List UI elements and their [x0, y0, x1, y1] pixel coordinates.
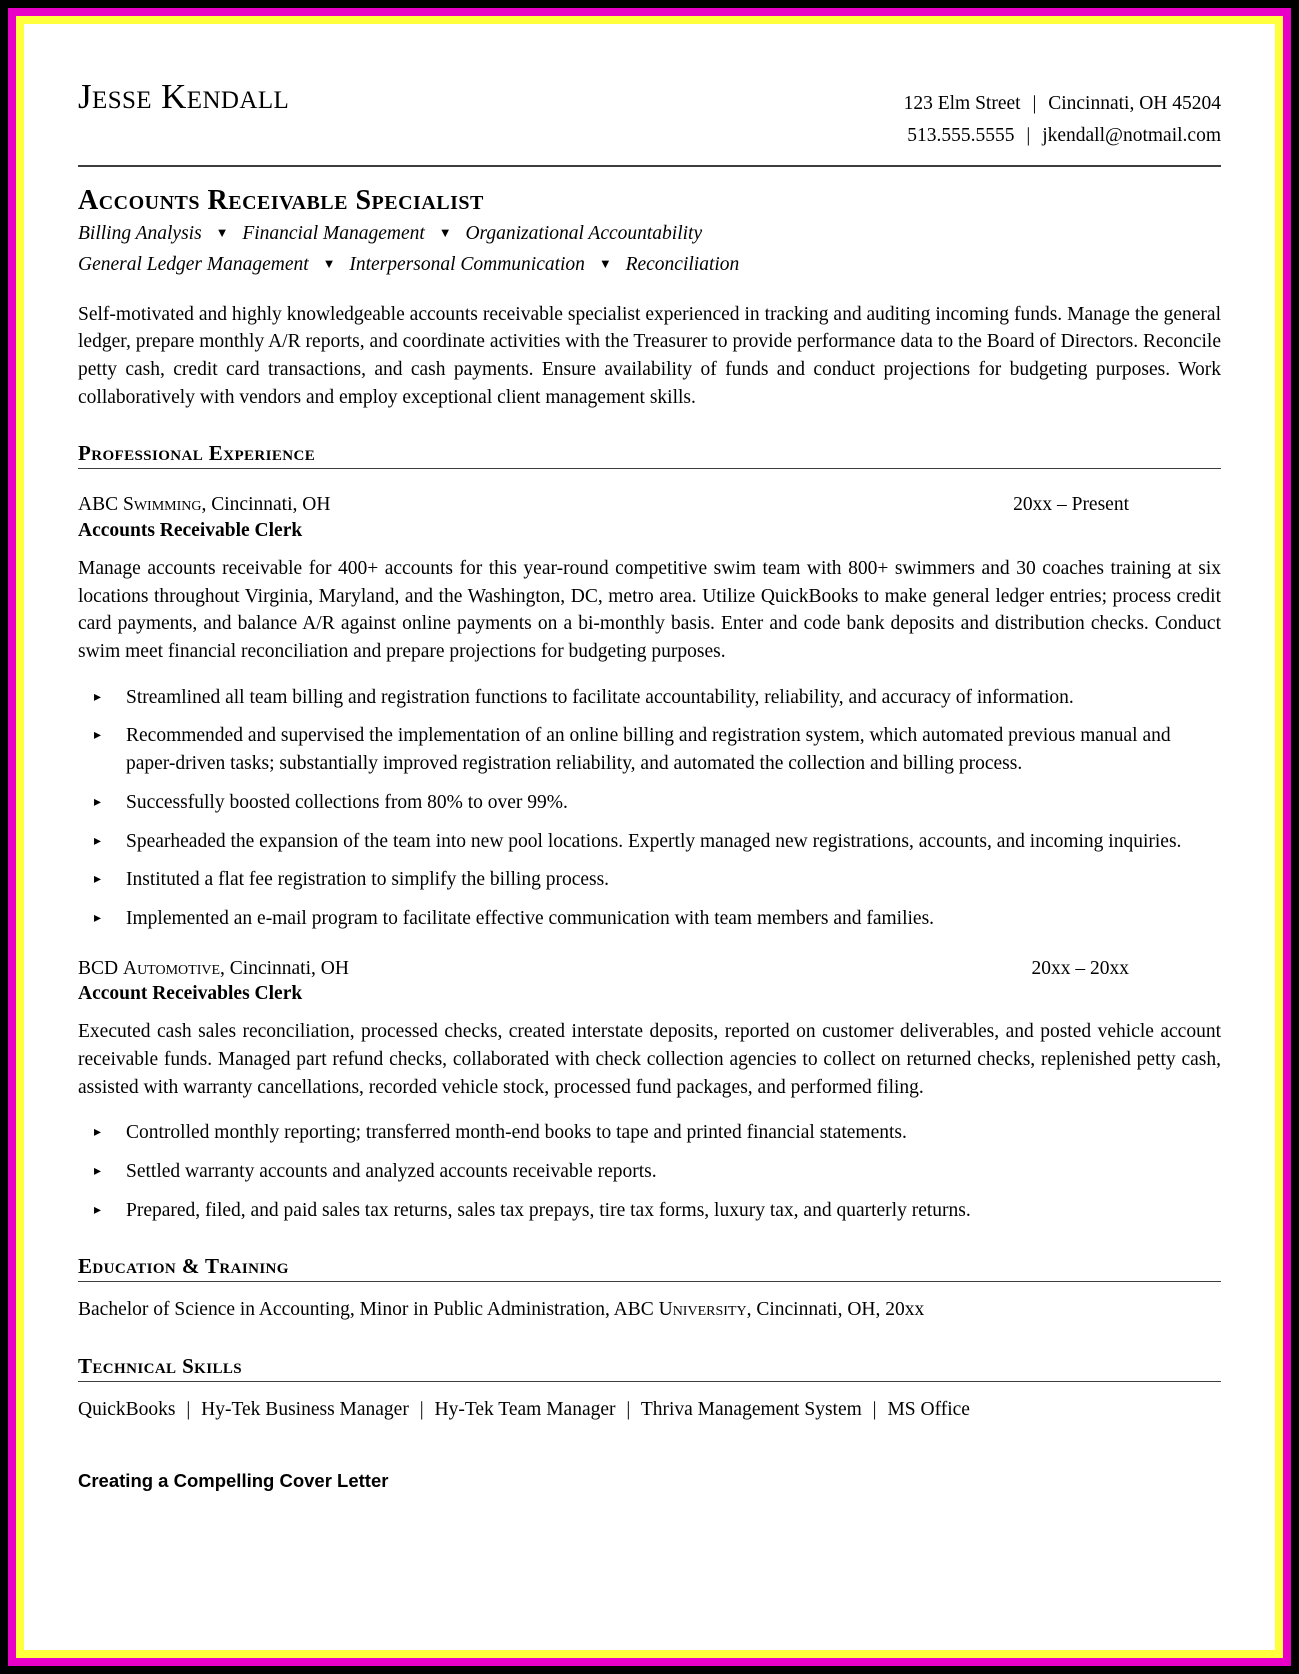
section-divider: [78, 1381, 1221, 1382]
keyword-separator-icon: ▼: [438, 225, 452, 241]
keyword-item: Reconciliation: [625, 253, 740, 275]
job-description: Executed cash sales reconciliation, processed checks, created interstate deposits, reported on customer deliverables, and posted vehicle account receivable funds. Managed part refund checks, collaborated with check collection agencies to collect on returned checks, replenished petty cash, assisted with warranty cancellations, recorded vehicle stock, processed fund packages, and performed filing.: [78, 1021, 1221, 1098]
keyword-line-2: [78, 251, 1221, 279]
list-item-text: Recommended and supervised the implementation of an online billing and registration system, which automated previous manual and paper-driven tasks; substantially improved registration reliability, and automated the collection and billing process.: [126, 725, 1171, 775]
target-job-title: Accounts Receivable Specialist: [78, 185, 484, 217]
list-item: [78, 1197, 1221, 1225]
cover-letter-note: Creating a Compelling Cover Letter: [78, 1469, 389, 1491]
professional-summary: Self-motivated and highly knowledgeable accounts receivable specialist experienced in tracking and auditing incoming funds. Manage the general ledger, prepare monthly A/R reports, and coordinate activities with the Treasurer to provide performance data to the Board of Directors. Reconcile petty cash, credit card transactions, and cash payments. Ensure availability of funds and conduct projections for budgeting purposes. Work collaboratively with vendors and employ exceptional client management skills.: [78, 303, 1221, 408]
experience-entry: [78, 493, 1221, 932]
skill-item: Hy-Tek Business Manager: [201, 1399, 409, 1421]
contact-block: [904, 79, 1221, 151]
education-entry: [78, 1296, 1221, 1324]
list-item: [78, 684, 1221, 712]
skill-item: Thriva Management System: [640, 1399, 862, 1421]
list-item: [78, 1119, 1221, 1147]
page-border-yellow: [16, 16, 1283, 1658]
bullet-triangle-icon: ▸: [94, 794, 102, 810]
experience-entry: [78, 957, 1221, 1225]
list-item-text: Streamlined all team billing and registration functions to facilitate accountability, reliability, and accuracy of information.: [126, 686, 1074, 708]
bullet-triangle-icon: ▸: [94, 910, 102, 926]
list-item: [78, 1158, 1221, 1186]
bullet-triangle-icon: ▸: [94, 833, 102, 849]
list-item-text: Instituted a flat fee registration to simplify the billing process.: [126, 869, 610, 891]
keyword-separator-icon: ▼: [215, 225, 229, 241]
employer-prefix: BCD: [78, 957, 123, 979]
city-state-zip-text: Cincinnati, OH 45204: [1048, 93, 1221, 114]
bullet-triangle-icon: ▸: [94, 1125, 102, 1141]
phone-text: 513.555.5555: [907, 124, 1015, 146]
experience-entry-header: [78, 493, 1221, 516]
list-item: [78, 866, 1221, 894]
contact-separator: |: [1032, 93, 1037, 114]
skill-separator: |: [419, 1399, 424, 1421]
job-role-title: Accounts Receivable Clerk: [78, 519, 303, 541]
education-location-year: , Cincinnati, OH, 20xx: [746, 1299, 925, 1321]
skill-item: MS Office: [887, 1399, 970, 1421]
header-divider: [78, 165, 1221, 167]
list-item-text: Controlled monthly reporting; transferred month-end books to tape and printed financial statements.: [126, 1122, 907, 1144]
experience-entry-header: [78, 957, 1221, 980]
bullet-triangle-icon: ▸: [94, 728, 102, 744]
achievement-list: [78, 684, 1221, 933]
list-item: [78, 789, 1221, 817]
skill-separator: |: [626, 1399, 631, 1421]
list-item: [78, 905, 1221, 933]
list-item-text: Prepared, filed, and paid sales tax returns, sales tax prepays, tire tax forms, luxury tax, and quarterly returns.: [126, 1199, 971, 1221]
skills-list: [78, 1396, 1221, 1424]
page-border-magenta: [8, 8, 1291, 1666]
keyword-item: Organizational Accountability: [465, 223, 703, 245]
list-item-text: Successfully boosted collections from 80% to over 99%.: [126, 791, 568, 813]
resume-page: [24, 24, 1275, 1650]
skill-item: QuickBooks: [78, 1399, 176, 1421]
institution-name: University: [658, 1299, 747, 1321]
skill-separator: |: [872, 1399, 877, 1421]
employer-smallcaps: Swimming: [122, 494, 202, 516]
skill-item: Hy-Tek Team Manager: [434, 1399, 616, 1421]
section-divider: [78, 1281, 1221, 1282]
employer-location: , Cincinnati, OH: [201, 494, 331, 516]
list-item: [78, 828, 1221, 856]
achievement-list: [78, 1119, 1221, 1224]
candidate-name: Jesse Kendall: [78, 77, 290, 116]
employer-smallcaps: Automotive: [122, 957, 221, 979]
contact-separator: |: [1026, 124, 1031, 146]
section-heading-experience: Professional Experience: [78, 441, 316, 466]
keyword-separator-icon: ▼: [322, 255, 336, 271]
keyword-item: General Ledger Management: [78, 253, 309, 275]
contact-line-address: [904, 88, 1221, 120]
list-item-text: Implemented an e-mail program to facilitate effective communication with team members and families.: [126, 907, 935, 929]
job-description: Manage accounts receivable for 400+ accounts for this year-round competitive swim team with 800+ swimmers and 30 coaches training at six locations throughout Virginia, Maryland, and the Washington, DC, metro area. Utilize QuickBooks to make general ledger entries; process credit card payments, and balance A/R against online payments on a bi-monthly basis. Enter and code bank deposits and distribution checks. Conduct swim meet financial reconciliation and prepare projections for budgeting purposes.: [78, 558, 1221, 663]
employer-location: , Cincinnati, OH: [220, 957, 349, 979]
bullet-triangle-icon: ▸: [94, 872, 102, 888]
keyword-item: Financial Management: [242, 223, 425, 245]
bullet-triangle-icon: ▸: [94, 1164, 102, 1180]
keyword-item: Interpersonal Communication: [349, 253, 585, 275]
list-item: [78, 722, 1221, 777]
address-text: 123 Elm Street: [903, 93, 1021, 114]
keyword-separator-icon: ▼: [598, 255, 612, 271]
list-item-text: Settled warranty accounts and analyzed accounts receivable reports.: [126, 1161, 657, 1183]
skill-separator: |: [186, 1399, 191, 1421]
section-heading-skills: Technical Skills: [78, 1354, 243, 1379]
resume-header: [78, 79, 1221, 151]
bullet-triangle-icon: ▸: [94, 689, 102, 705]
employer-prefix: ABC: [78, 494, 123, 516]
keyword-item: Billing Analysis: [78, 223, 202, 245]
employment-dates: 20xx – Present: [1013, 494, 1129, 516]
contact-line-phone-email: [904, 120, 1221, 152]
section-divider: [78, 468, 1221, 469]
bullet-triangle-icon: ▸: [94, 1202, 102, 1218]
job-role-title: Account Receivables Clerk: [78, 982, 303, 1004]
resume-sheet: [24, 24, 1275, 1650]
email-text[interactable]: jkendall@notmail.com: [1042, 124, 1221, 146]
keyword-line-1: [78, 220, 1221, 248]
section-heading-education: Education & Training: [78, 1254, 289, 1279]
employment-dates: 20xx – 20xx: [1031, 957, 1129, 979]
degree-text: Bachelor of Science in Accounting, Minor in Public Administration, ABC: [78, 1299, 659, 1321]
employer-name: [78, 493, 330, 516]
list-item-text: Spearheaded the expansion of the team into new pool locations. Expertly managed new registrations, accounts, and incoming inquiries.: [126, 830, 1182, 852]
employer-name: [78, 957, 349, 980]
